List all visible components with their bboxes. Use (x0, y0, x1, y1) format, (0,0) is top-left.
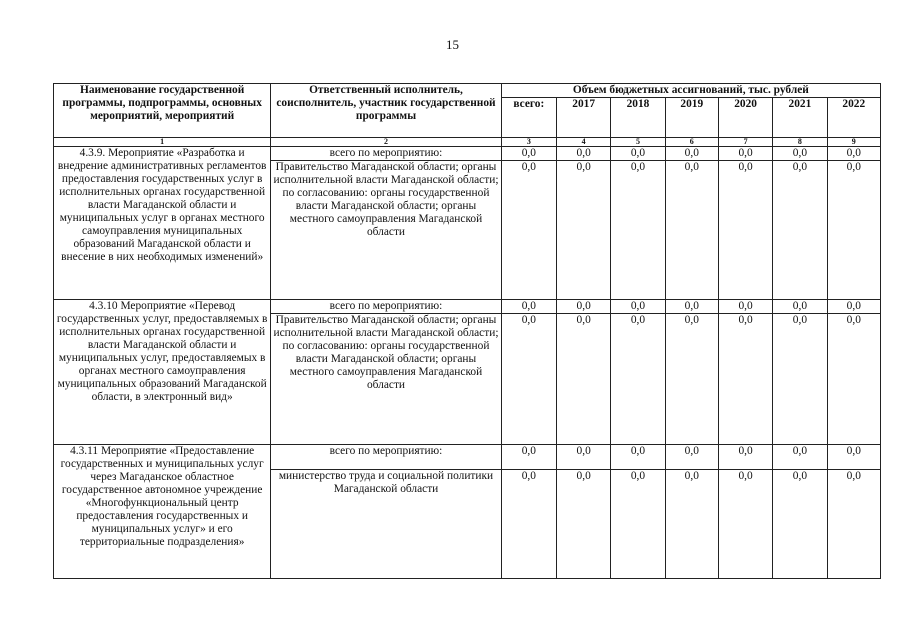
header-year: 2021 (773, 98, 827, 138)
header-year: 2022 (827, 98, 880, 138)
value-cell: 0,0 (718, 147, 772, 161)
value-cell: 0,0 (611, 300, 665, 314)
column-index: 9 (827, 138, 880, 147)
value-cell: 0,0 (773, 470, 827, 579)
value-cell: 0,0 (557, 445, 611, 470)
column-index: 8 (773, 138, 827, 147)
column-index: 2 (271, 138, 501, 147)
value-cell: 0,0 (718, 470, 772, 579)
column-index-row (54, 138, 881, 147)
value-cell: 0,0 (501, 314, 556, 445)
value-cell: 0,0 (557, 470, 611, 579)
column-index: 7 (718, 138, 772, 147)
value-cell: 0,0 (718, 445, 772, 470)
value-cell: 0,0 (557, 314, 611, 445)
value-cell: 0,0 (827, 147, 880, 161)
column-index: 1 (54, 138, 271, 147)
value-cell: 0,0 (501, 445, 556, 470)
table-row (54, 147, 881, 161)
table-row (54, 300, 881, 314)
value-cell: 0,0 (501, 147, 556, 161)
value-cell: 0,0 (665, 300, 718, 314)
header-year: 2020 (718, 98, 772, 138)
total-label: всего по мероприятию: (271, 445, 501, 470)
measure-name: 4.3.10 Мероприятие «Перевод государственных услуг, предоставляемых в исполнительных органах государственной власти Магаданской области и муниципальных услуг, предоставляемых в органах местного самоуправления муниципальных образований Магаданской области, в электронный вид» (54, 300, 271, 445)
value-cell: 0,0 (827, 314, 880, 445)
executor-cell: Правительство Магаданской области; органы исполнительной власти Магаданской области; по согласованию: органы государственной власти Магаданской области; органы местного самоуправления Магаданской области (271, 161, 501, 300)
header-year: 2017 (557, 98, 611, 138)
value-cell: 0,0 (501, 300, 556, 314)
value-cell: 0,0 (665, 470, 718, 579)
measure-name: 4.3.11 Мероприятие «Предоставление государственных и муниципальных услуг через Магаданское областное государственное автономное учреждение «Многофункциональный центр предоставления государственных и муниципальных услуг» и его территориальные подразделения» (54, 445, 271, 579)
executor-cell: министерство труда и социальной политики Магаданской области (271, 470, 501, 579)
value-cell: 0,0 (611, 147, 665, 161)
value-cell: 0,0 (611, 445, 665, 470)
value-cell: 0,0 (773, 445, 827, 470)
column-index: 6 (665, 138, 718, 147)
value-cell: 0,0 (665, 445, 718, 470)
budget-table (53, 83, 881, 579)
value-cell: 0,0 (665, 147, 718, 161)
header-year: 2018 (611, 98, 665, 138)
column-index: 5 (611, 138, 665, 147)
executor-cell: Правительство Магаданской области; органы исполнительной власти Магаданской области; по согласованию: органы государственной власти Магаданской области; органы местного самоуправления Магаданской области (271, 314, 501, 445)
value-cell: 0,0 (501, 470, 556, 579)
value-cell: 0,0 (557, 147, 611, 161)
table-row (54, 445, 881, 470)
page-number: 15 (446, 37, 459, 52)
value-cell: 0,0 (665, 314, 718, 445)
column-index: 3 (501, 138, 556, 147)
value-cell: 0,0 (611, 314, 665, 445)
value-cell: 0,0 (827, 445, 880, 470)
value-cell: 0,0 (773, 314, 827, 445)
header-executor: Ответственный исполнитель, соисполнитель, участник государственной программы (271, 84, 501, 138)
header-budget-group: Объем бюджетных ассигнований, тыс. рублей (501, 84, 880, 98)
value-cell: 0,0 (557, 300, 611, 314)
header-name: Наименование государственной программы, подпрограммы, основных мероприятий, мероприятий (54, 84, 271, 138)
total-label: всего по мероприятию: (271, 300, 501, 314)
value-cell: 0,0 (827, 161, 880, 300)
header-year: 2019 (665, 98, 718, 138)
column-index: 4 (557, 138, 611, 147)
value-cell: 0,0 (718, 314, 772, 445)
value-cell: 0,0 (827, 300, 880, 314)
value-cell: 0,0 (718, 161, 772, 300)
header-total: всего: (501, 98, 556, 138)
value-cell: 0,0 (611, 161, 665, 300)
value-cell: 0,0 (557, 161, 611, 300)
value-cell: 0,0 (611, 470, 665, 579)
value-cell: 0,0 (773, 161, 827, 300)
measure-name: 4.3.9. Мероприятие «Разработка и внедрение административных регламентов предоставления государственных услуг в исполнительных органах государственной власти Магаданской области и муниципальных услуг в органах местного самоуправления муниципальных образований Магаданской области и внесение в них необходимых изменений» (54, 147, 271, 300)
value-cell: 0,0 (773, 300, 827, 314)
value-cell: 0,0 (665, 161, 718, 300)
value-cell: 0,0 (827, 470, 880, 579)
value-cell: 0,0 (773, 147, 827, 161)
total-label: всего по мероприятию: (271, 147, 501, 161)
value-cell: 0,0 (718, 300, 772, 314)
value-cell: 0,0 (501, 161, 556, 300)
